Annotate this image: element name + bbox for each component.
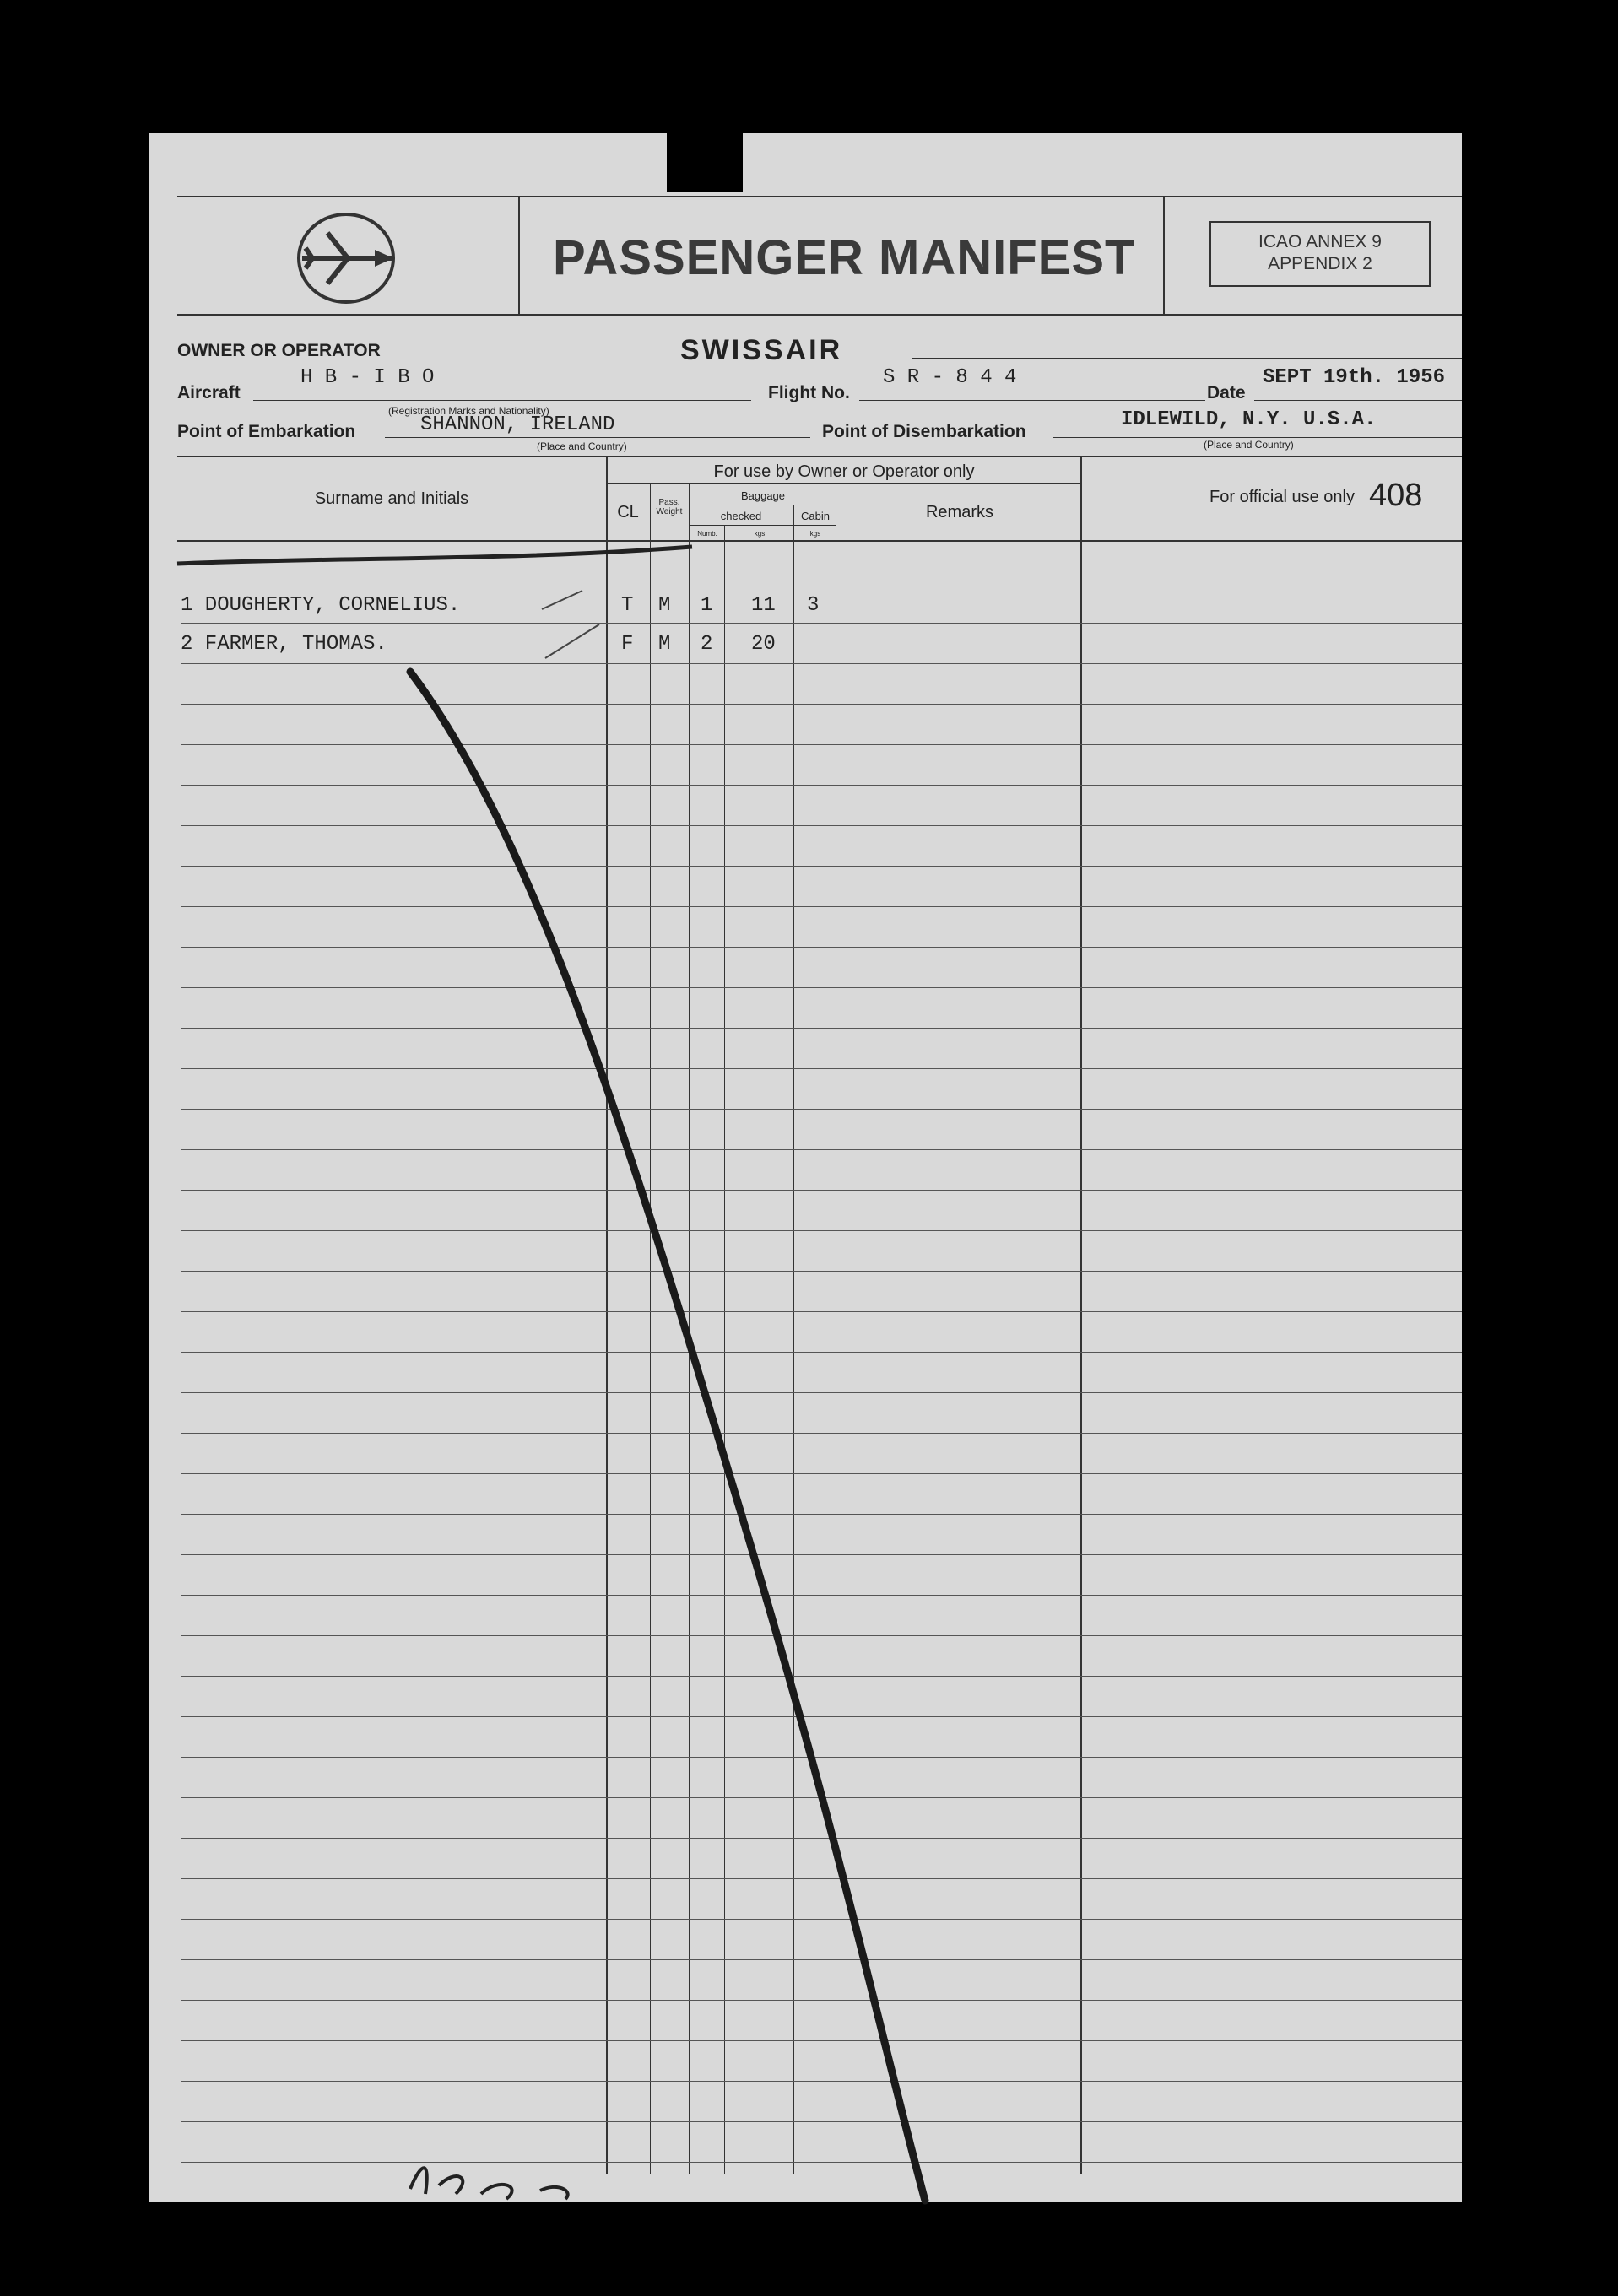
icao-line-1: ICAO ANNEX 9 <box>1258 232 1382 251</box>
aircraft-label: Aircraft <box>177 383 241 402</box>
remarks-header: Remarks <box>925 503 993 521</box>
embarkation-value: SHANNON, IRELAND <box>420 413 615 436</box>
disembarkation-value: IDLEWILD, N.Y. U.S.A. <box>1121 408 1377 431</box>
baggage-header: Baggage <box>740 489 786 502</box>
passenger-1-kgs: 11 <box>751 594 776 617</box>
form-title: PASSENGER MANIFEST <box>553 230 1136 285</box>
official-number: 408 <box>1369 478 1423 513</box>
date-value: SEPT 19th. 1956 <box>1263 366 1446 389</box>
embarkation-label: Point of Embarkation <box>177 422 356 441</box>
place-country-note-2: (Place and Country) <box>1204 439 1294 451</box>
checked-header: checked <box>720 510 762 522</box>
passenger-2-sex: M <box>658 633 671 656</box>
diagonal-strike-line <box>410 672 925 2201</box>
passenger-2-cl: F <box>621 633 634 656</box>
surname-header: Surname and Initials <box>314 489 469 508</box>
aircraft-value: H B - I B O <box>300 366 435 389</box>
registration-note: (Registration Marks and Nationality) <box>388 405 549 417</box>
passenger-1-cabin: 3 <box>807 594 820 617</box>
disembarkation-label: Point of Disembarkation <box>822 422 1026 441</box>
passenger-1-name: 1 DOUGHERTY, CORNELIUS. <box>181 594 461 617</box>
numb-header: Numb. <box>697 530 717 538</box>
operator-value: SWISSAIR <box>680 334 843 366</box>
tick-marks <box>542 591 599 658</box>
icao-line-2: APPENDIX 2 <box>1268 254 1372 273</box>
cabin-header: Cabin <box>801 510 830 522</box>
owner-label: OWNER OR OPERATOR <box>177 341 381 360</box>
passenger-1-numb: 1 <box>701 594 713 617</box>
pass-weight-header: Pass. Weight <box>656 498 683 516</box>
official-use-header: For official use only <box>1209 488 1355 506</box>
passenger-1-cl: T <box>621 594 634 617</box>
passenger-1-sex: M <box>658 594 671 617</box>
kgs-header-1: kgs <box>754 530 766 538</box>
kgs-header-2: kgs <box>809 530 821 538</box>
flight-no-label: Flight No. <box>768 383 850 402</box>
signature <box>410 2168 568 2199</box>
cl-header: CL <box>617 503 639 521</box>
passenger-2-numb: 2 <box>701 633 713 656</box>
place-country-note-1: (Place and Country) <box>537 440 627 452</box>
date-label: Date <box>1207 383 1246 402</box>
passenger-2-kgs: 20 <box>751 633 776 656</box>
header-strike-line <box>177 547 692 564</box>
flight-no-value: S R - 8 4 4 <box>883 366 1017 389</box>
owner-use-header: For use by Owner or Operator only <box>713 462 975 481</box>
passenger-2-name: 2 FARMER, THOMAS. <box>181 633 387 656</box>
